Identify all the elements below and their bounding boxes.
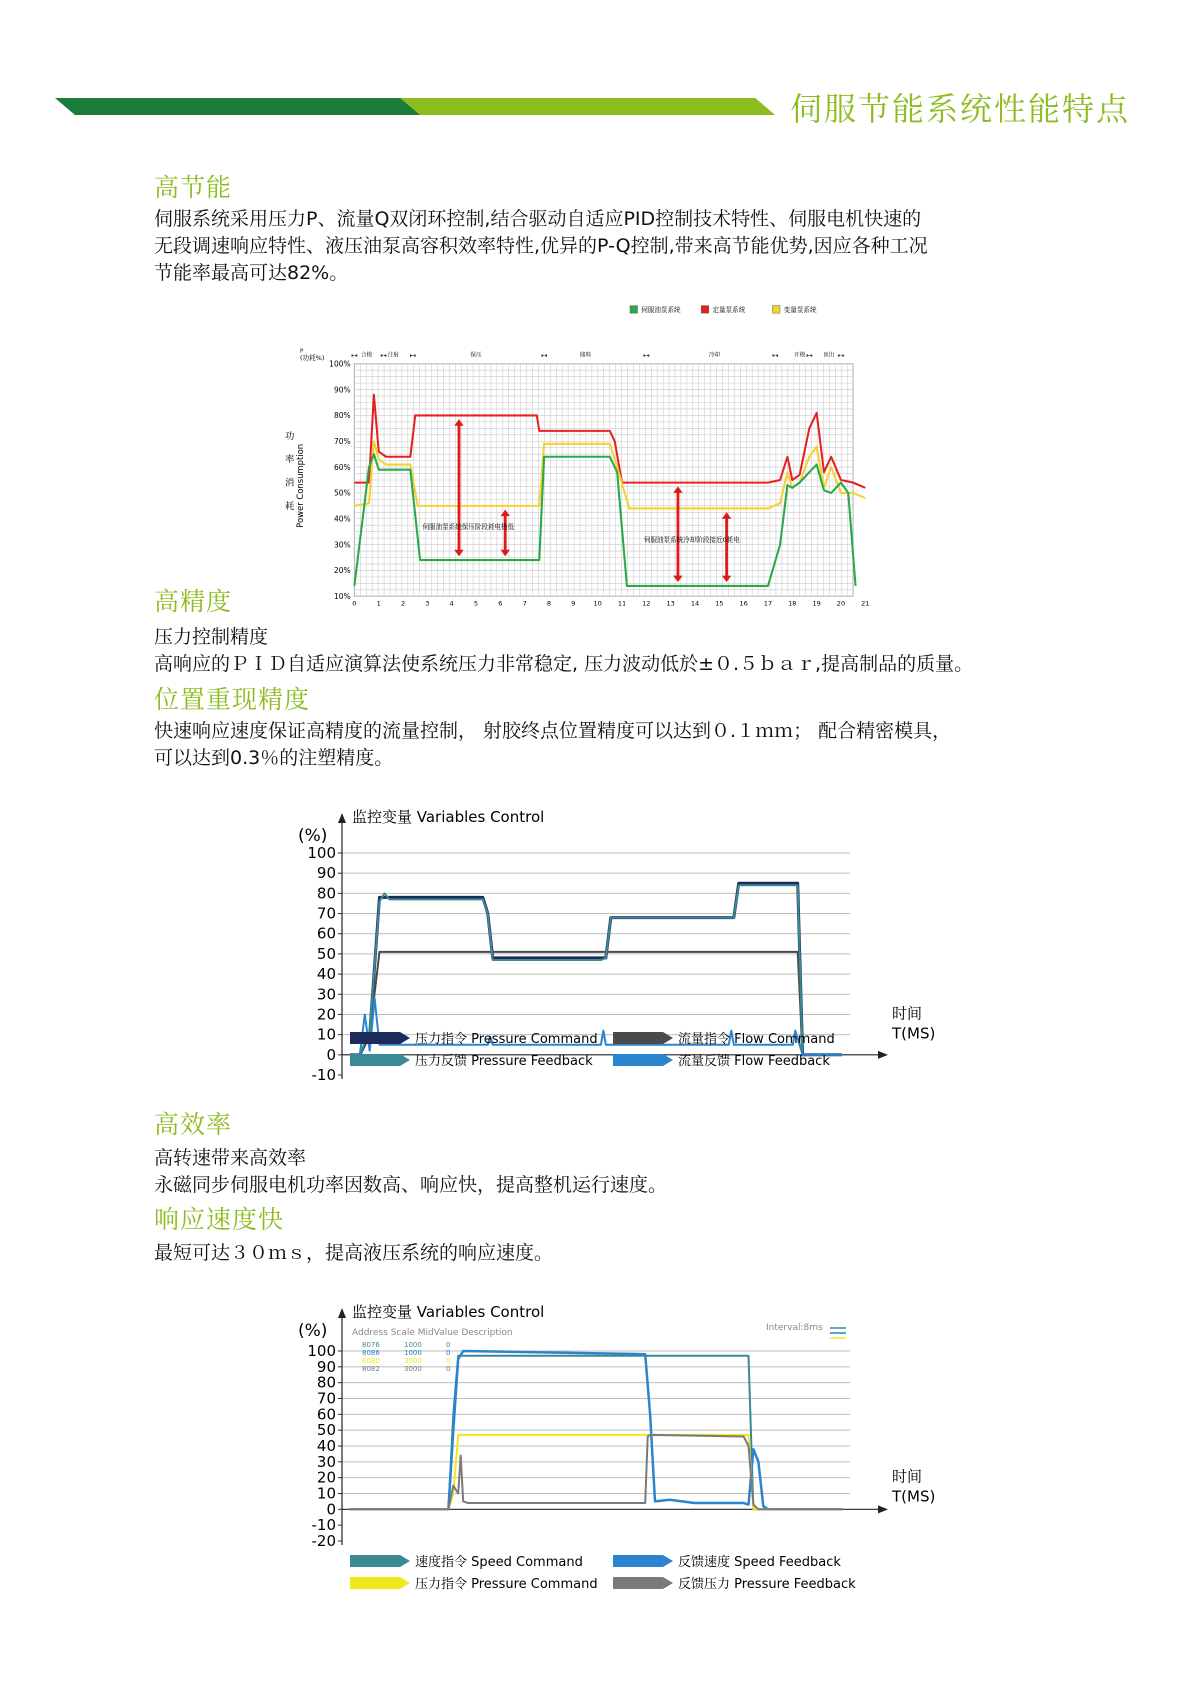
x-tick-label: 10: [593, 599, 602, 608]
y-tick-label: 100: [307, 844, 336, 862]
y-unit-label: (%): [298, 826, 328, 846]
phase-label: 冷却: [708, 352, 721, 359]
x-axis-label: 时间: [892, 1004, 923, 1023]
phase-label: 顶出: [823, 352, 835, 359]
power-consumption-chart: [270, 300, 930, 608]
y-tick-label: 60: [316, 924, 336, 943]
y-tick-label: 30%: [333, 540, 351, 550]
table-cell: 8086: [362, 1349, 380, 1357]
y-tick-label: 10%: [333, 592, 351, 602]
legend-label: 流量反馈 Flow Feedback: [678, 1054, 830, 1069]
y-axis-label-char: 消: [285, 477, 295, 489]
y-tick-label: 40%: [333, 514, 351, 524]
phase-arrow: ▸◂: [772, 353, 779, 360]
x-tick-label: 4: [449, 599, 454, 608]
y-tick-label: 50: [316, 1421, 336, 1440]
x-tick-label: 1: [376, 599, 381, 608]
y-tick-label: 40: [316, 1437, 336, 1455]
phase-arrow: ▸◂: [643, 353, 650, 360]
table-cell: 0: [446, 1341, 451, 1349]
x-tick-label: 20: [836, 599, 846, 608]
y-tick-label: 100%: [329, 359, 351, 369]
table-cell: 0: [446, 1365, 451, 1373]
y-tick-label: 20: [316, 1005, 336, 1024]
legend-swatch: [350, 1032, 410, 1044]
legend-label: 压力指令 Pressure Command: [415, 1577, 598, 1592]
y-tick-label: 10: [316, 1484, 336, 1503]
y-unit-label: P: [300, 348, 304, 355]
legend-label: 定量泵系统: [712, 306, 746, 315]
legend-swatch: [350, 1555, 410, 1567]
position-line-1: 快速响应速度保证高精度的流量控制， 射胶终点位置精度可以达到０.１ｍｍ； 配合精密模具，: [154, 720, 952, 742]
legend-swatch: [613, 1555, 673, 1567]
phase-arrow: ▸◂: [806, 353, 813, 360]
efficiency-subheading: 高转速带来高效率: [154, 1147, 307, 1169]
y-tick-label: 50: [316, 944, 336, 963]
x-tick-label: 19: [812, 599, 821, 608]
y-tick-label: 0: [326, 1500, 336, 1519]
section-heading-efficiency: 高效率: [154, 1110, 233, 1139]
y-axis-label-char: 功: [285, 430, 295, 442]
section-heading-energy: 高节能: [154, 173, 233, 202]
phase-label: 合模: [360, 352, 373, 359]
legend-label: 伺服油泵系统: [641, 306, 681, 315]
table-cell: 8080: [362, 1357, 380, 1365]
table-cell: 3000: [404, 1357, 422, 1365]
phase-label: 开模: [793, 352, 806, 359]
energy-line-2: 无段调速响应特性、液压油泵高容积效率特性,优异的P-Q控制,带来高节能优势,因应各种工况: [154, 235, 928, 257]
precision-subheading: 压力控制精度: [154, 626, 269, 648]
x-tick-label: 5: [473, 599, 479, 608]
legend-swatch: [613, 1577, 673, 1589]
x-tick-label: 18: [788, 599, 797, 608]
phase-label: 储料: [579, 352, 592, 359]
phase-label: 注射: [387, 352, 399, 359]
annotation-label: 伺服油泵系统冷却阶段接近0耗电: [643, 536, 740, 544]
efficiency-line: 永磁同步伺服电机功率因数高、响应快，提高整机运行速度。: [154, 1174, 668, 1196]
table-cell: 0: [446, 1349, 451, 1357]
y-tick-label: 40: [316, 965, 336, 984]
legend-label: 压力反馈 Pressure Feedback: [415, 1054, 593, 1069]
chart-title: 监控变量 Variables Control: [352, 1303, 545, 1321]
energy-line-1: 伺服系统采用压力P、流量Q双闭环控制,结合驱动自适应PID控制技术特性、伺服电机快速的: [154, 208, 922, 230]
x-tick-label: 9: [571, 599, 576, 608]
y-tick-label: 80: [316, 884, 336, 903]
series-line: [350, 885, 842, 1055]
x-tick-label: 16: [739, 599, 748, 608]
x-tick-label: 15: [715, 599, 724, 608]
x-tick-label: 13: [666, 599, 675, 608]
y-tick-label: 0: [326, 1045, 336, 1064]
variables-control-chart-2: [290, 1300, 936, 1620]
legend-label: 反馈速度 Speed Feedback: [678, 1555, 841, 1570]
x-tick-label: 8: [546, 599, 552, 608]
legend-swatch: [613, 1054, 673, 1066]
y-tick-label: 20: [316, 1468, 336, 1487]
energy-line-3: 节能率最高可达82%。: [154, 262, 349, 284]
x-axis-arrow: [878, 1505, 888, 1513]
x-tick-label: 0: [352, 599, 357, 608]
legend-label: 速度指令 Speed Command: [415, 1555, 583, 1570]
chart-title: 监控变量 Variables Control: [352, 808, 545, 826]
y-axis-arrow: [338, 1308, 346, 1318]
y-tick-label: 70: [316, 1389, 336, 1408]
phase-arrow: ▸◂: [380, 353, 387, 360]
x-tick-label: 17: [763, 599, 773, 608]
table-cell: 0: [446, 1357, 451, 1365]
y-tick-label: -10: [311, 1066, 336, 1084]
phase-arrow: ▸◂: [409, 353, 416, 360]
y-unit-label: (功耗%): [300, 354, 325, 362]
series-line: [350, 1356, 842, 1510]
y-tick-label: 30: [316, 985, 336, 1004]
precision-line: 高响应的ＰＩＤ自适应演算法使系统压力非常稳定, 压力波动低於±０.５ｂａｒ,提高制品的质量。: [154, 653, 974, 675]
x-tick-label: 2: [400, 599, 406, 608]
interval-label: Interval:8ms: [766, 1323, 823, 1333]
x-axis-label: 时间: [892, 1467, 923, 1486]
y-tick-label: 70%: [333, 437, 351, 447]
phase-label: 保压: [470, 352, 482, 359]
legend-swatch: [701, 306, 709, 314]
y-tick-label: 80%: [333, 411, 351, 421]
variables-control-chart-1: [290, 805, 936, 1125]
x-tick-label: 7: [522, 599, 527, 608]
legend-swatch: [773, 306, 781, 314]
x-axis-arrow: [878, 1051, 888, 1059]
x-axis-label: T(MS): [892, 1487, 936, 1506]
x-axis-label: T(MS): [892, 1024, 936, 1043]
y-tick-label: 60%: [333, 462, 351, 472]
y-tick-label: 90: [316, 864, 336, 883]
phase-arrow: ▸◂: [838, 353, 844, 360]
x-tick-label: 12: [642, 599, 651, 608]
x-tick-label: 11: [617, 599, 627, 608]
legend-label: 反馈压力 Pressure Feedback: [678, 1577, 856, 1592]
section-heading-response: 响应速度快: [154, 1205, 285, 1234]
phase-arrow: ▸◂: [541, 353, 547, 360]
y-tick-label: -10: [311, 1516, 336, 1535]
section-heading-precision: 高精度: [154, 587, 233, 616]
table-cell: 1000: [404, 1349, 422, 1357]
y-axis-label-en: Power Consumption: [294, 443, 305, 528]
y-tick-label: 100: [307, 1342, 336, 1360]
y-tick-label: 90: [316, 1357, 336, 1376]
series-line: [350, 883, 842, 1055]
y-tick-label: 50%: [333, 488, 351, 498]
x-tick-label: 3: [425, 599, 430, 608]
position-line-2: 可以达到0.3％的注塑精度。: [154, 747, 394, 769]
legend-swatch: [630, 306, 638, 314]
table-cell: 8076: [362, 1341, 380, 1349]
y-tick-label: 10: [316, 1025, 336, 1044]
legend-label: 流量指令 Flow Command: [678, 1032, 835, 1047]
x-tick-label: 6: [498, 599, 503, 608]
y-axis-arrow: [338, 813, 346, 823]
legend-swatch: [350, 1577, 410, 1589]
y-tick-label: 20%: [333, 566, 351, 576]
y-axis-label-char: 耗: [285, 501, 295, 513]
legend-label: 压力指令 Pressure Command: [415, 1032, 598, 1047]
y-axis-label-char: 率: [285, 454, 295, 466]
y-tick-label: 70: [316, 904, 336, 923]
y-tick-label: 30: [316, 1452, 336, 1471]
x-tick-label: 21: [861, 599, 870, 608]
y-tick-label: 90%: [333, 385, 351, 395]
phase-arrow: ▸◂: [351, 353, 358, 360]
y-tick-label: 80: [316, 1373, 336, 1392]
table-cell: 8082: [362, 1365, 380, 1373]
legend-label: 变量泵系统: [783, 306, 817, 315]
table-cell: 1000: [404, 1341, 422, 1349]
y-tick-label: 60: [316, 1405, 336, 1424]
annotation-label: 伺服油泵系统保压阶段耗电极低: [422, 523, 515, 532]
response-line: 最短可达３０ｍｓ，提高液压系统的响应速度。: [154, 1242, 554, 1264]
table-cell: 3000: [404, 1365, 422, 1373]
table-header: Address Scale MidValue Description: [352, 1328, 513, 1338]
y-unit-label: (%): [298, 1321, 328, 1341]
page-title: 伺服节能系统性能特点: [790, 90, 1131, 128]
x-tick-label: 14: [690, 599, 700, 608]
y-tick-label: -20: [311, 1532, 336, 1550]
section-heading-position: 位置重现精度: [154, 685, 311, 714]
legend-swatch: [350, 1054, 410, 1066]
legend-swatch: [613, 1032, 673, 1044]
